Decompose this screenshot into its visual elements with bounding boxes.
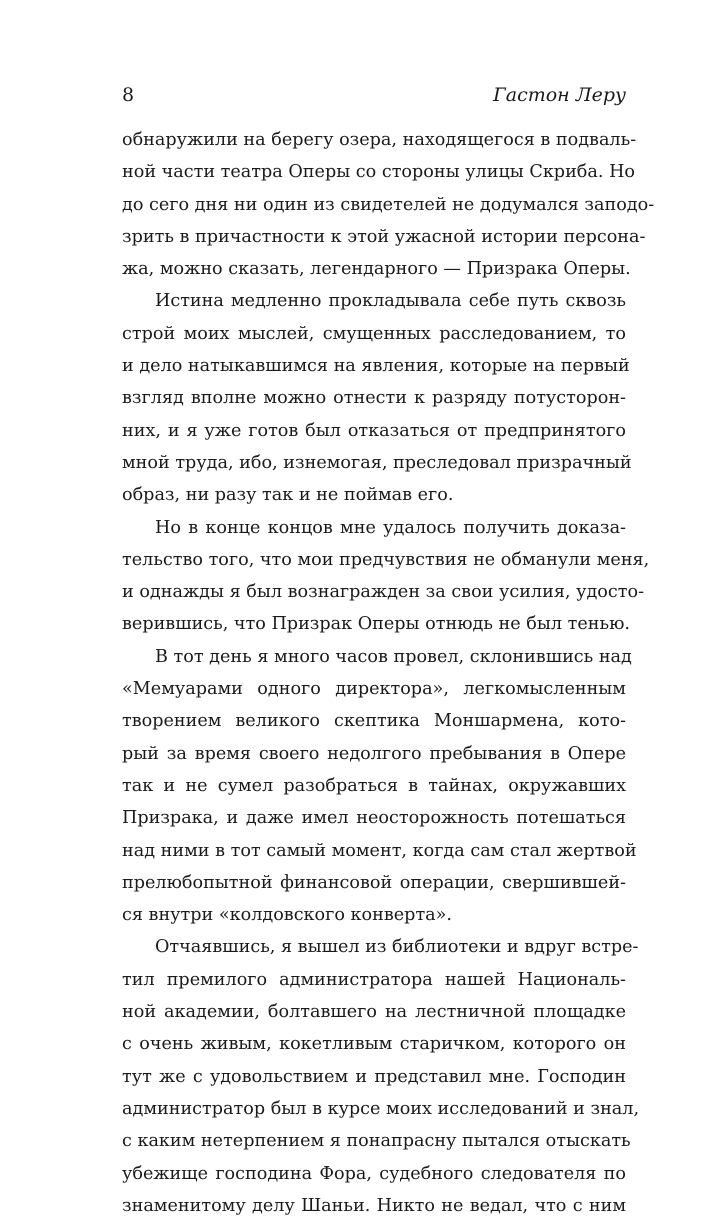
text-line: тельство того, что мои предчувствия не обманули меня, <box>122 549 650 570</box>
paragraph <box>122 931 640 1222</box>
text-line: обнаружили на берегу озера, находящегося в подваль- <box>122 130 637 150</box>
text-line: мной труда, ибо, изнемогая, преследовал призрачный <box>122 452 632 473</box>
text-line: них, и я уже готов был отказаться от предпринятого <box>122 420 626 441</box>
text-line: взгляд вполне можно отнести к разряду потусторон- <box>122 388 626 409</box>
text-line: ной части театра Оперы со стороны улицы Скриба. Но <box>122 162 636 183</box>
text-line: ся внутри «колдовского конверта». <box>122 905 453 926</box>
running-title: Гастон Леру <box>493 84 626 106</box>
text-line: знаменитому делу Шаньи. Никто не ведал, что с ним <box>122 1195 626 1216</box>
text-line: убежище господина Фора, судебного следователя по <box>122 1163 626 1184</box>
text-line: с очень живым, кокетливым старичком, которого он <box>122 1034 626 1055</box>
paragraph <box>122 512 650 641</box>
book-page <box>122 84 655 1222</box>
page-number: 8 <box>122 84 135 106</box>
text-line: Отчаявшись, я вышел из библиотеки и вдруг встре- <box>155 937 639 958</box>
text-line: ной академии, болтавшего на лестничной площадке <box>122 1002 626 1023</box>
text-line: до сего дня ни один из свидетелей не додумался заподо- <box>122 194 655 215</box>
text-line: Призрака, и даже имел неосторожность потешаться <box>122 808 626 829</box>
text-line: так и не сумел разобраться в тайнах, окружавших <box>122 775 626 796</box>
text-line: с каким нетерпением я понапрасну пытался отыскать <box>122 1131 631 1152</box>
text-line: В тот день я много часов провел, склонившись над <box>155 646 632 667</box>
text-line: Но в конце концов мне удалось получить доказа- <box>155 517 626 538</box>
body-text <box>122 124 655 1222</box>
text-line: и однажды я был вознагражден за свои усилия, удосто- <box>122 582 645 603</box>
paragraph <box>122 641 637 932</box>
text-line: прелюбопытной финансовой операции, свершившей- <box>122 872 626 893</box>
text-line: жа, можно сказать, легендарного — Призрака Оперы. <box>122 259 631 280</box>
paragraph <box>122 285 632 511</box>
text-line: рый за время своего недолгого пребывания в Опере <box>122 743 626 764</box>
paragraph <box>122 124 655 285</box>
text-line: строй моих мыслей, смущенных расследованием, то <box>122 323 626 344</box>
running-header <box>122 84 626 116</box>
text-line: зрить в причастности к этой ужасной истории персона- <box>122 226 646 247</box>
text-line: образ, ни разу так и не поймав его. <box>122 485 454 506</box>
text-line: верившись, что Призрак Оперы отнюдь не был тенью. <box>122 614 630 635</box>
text-line: «Мемуарами одного директора», легкомысленным <box>122 679 626 700</box>
text-line: тут же с удовольствием и представил мне. Господин <box>122 1066 626 1087</box>
text-line: над ними в тот самый момент, когда сам стал жертвой <box>122 840 637 861</box>
text-line: администратор был в курсе моих исследований и знал, <box>122 1098 640 1119</box>
text-line: тил премилого администратора нашей Националь- <box>122 969 626 990</box>
text-line: творением великого скептика Моншармена, кото- <box>122 711 626 732</box>
text-line: и дело натыкавшимся на явления, которые на первый <box>122 356 630 377</box>
text-line: Истина медленно прокладывала себе путь сквозь <box>155 291 626 312</box>
